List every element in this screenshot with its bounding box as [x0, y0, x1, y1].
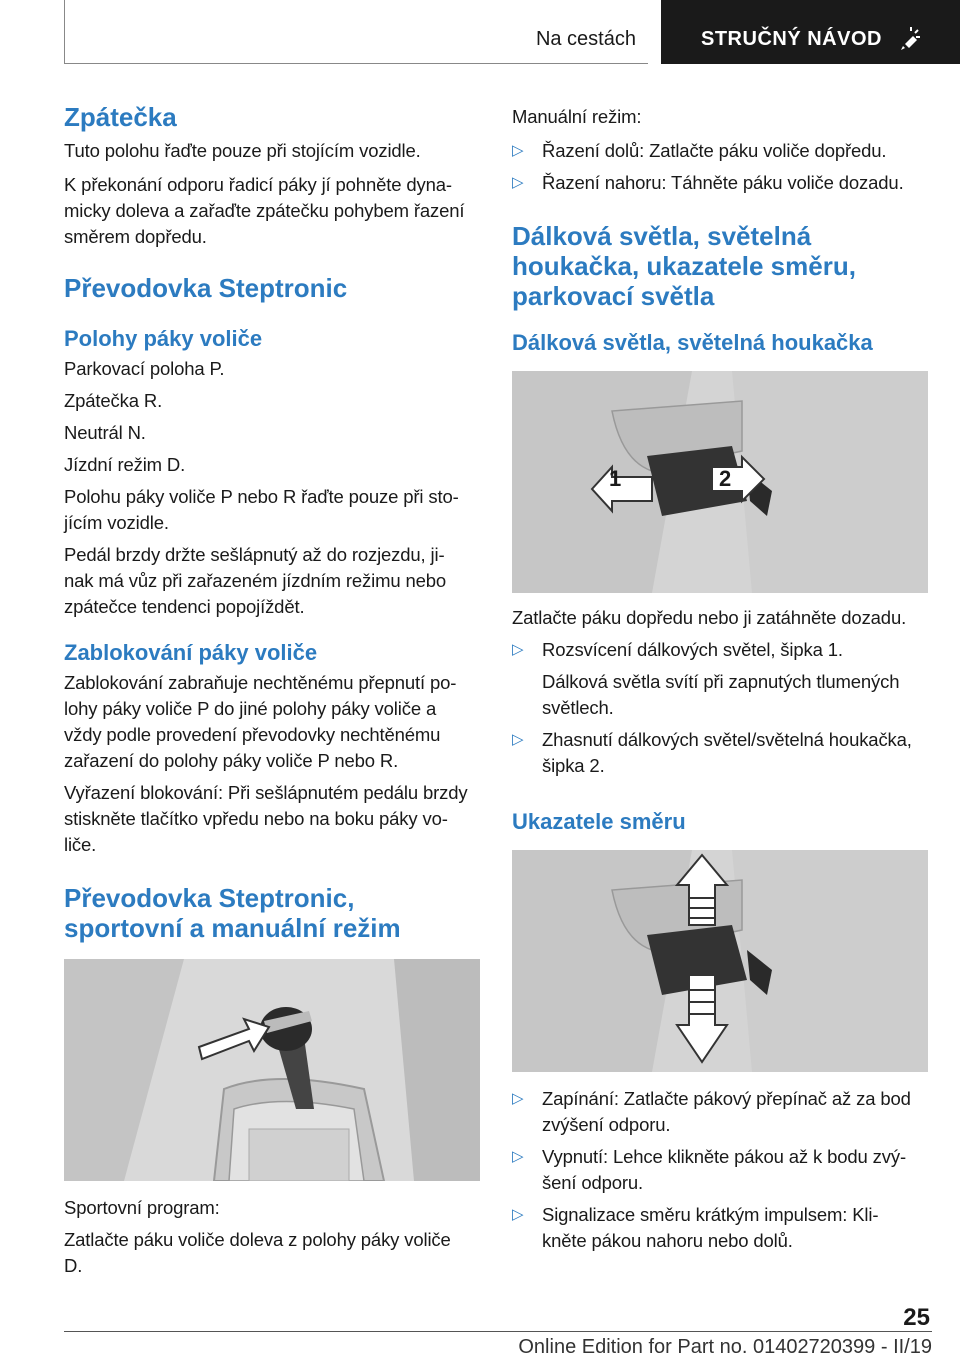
- paragraph-block: [64, 542, 484, 619]
- bullet-icon: ▷: [512, 1206, 524, 1223]
- list-item-text: Řazení dolů: Zatlačte páku voliče dopředu.: [542, 140, 887, 161]
- heading-block: [512, 221, 932, 311]
- list-item: [512, 727, 932, 752]
- turn-signal-list: [512, 1086, 932, 1111]
- heading-steptronic: Převodovka Steptronic: [64, 273, 348, 303]
- text-line: Dálková světla svítí při zapnutých tlumených: [542, 671, 900, 692]
- text-line: nak má vůz při zařazeném jízdním režimu nebo: [64, 570, 447, 591]
- header-chapter-box: [661, 0, 960, 64]
- bullet-icon: ▷: [512, 174, 524, 191]
- text-paragraph: Zatlačte páku dopředu nebo ji zatáhněte dozadu.: [512, 607, 907, 628]
- manual-mode-list: [512, 138, 932, 195]
- text-paragraph: Parkovací poloha P.: [64, 358, 225, 379]
- header-rule-left: [64, 0, 65, 64]
- footer-rule: [64, 1331, 932, 1332]
- high-beam-list: [512, 637, 932, 662]
- text-line: D.: [64, 1255, 83, 1276]
- text-line: K překonání odporu řadicí páky jí pohněte dyna‐: [64, 174, 452, 195]
- heading-polohy: Polohy páky voliče: [64, 326, 263, 351]
- heading-sport-b: sportovní a manuální režim: [64, 913, 401, 943]
- bullet-icon: ▷: [512, 142, 524, 159]
- text-line: Zablokování zabraňuje nechtěnému přepnutí po‐: [64, 672, 457, 693]
- text-line: Pedál brzdy držte sešlápnutý až do rozjezdu, ji‐: [64, 544, 445, 565]
- right-column: [512, 100, 932, 1253]
- list-subtext: [512, 669, 932, 720]
- text-line: šení odporu.: [542, 1172, 644, 1193]
- high-beam-illustration: [512, 371, 928, 593]
- text-paragraph: Manuální režim:: [512, 106, 642, 127]
- list-item: [512, 138, 932, 163]
- bullet-icon: ▷: [512, 731, 524, 748]
- footer-edition: Online Edition for Part no. 01402720399 - II/19: [518, 1336, 932, 1358]
- paragraph-block: [64, 1227, 484, 1278]
- text-line: Zatlačte páku voliče doleva z polohy páky voliče: [64, 1229, 451, 1250]
- text-line: zvýšení odporu.: [542, 1114, 671, 1135]
- text-paragraph: Tuto polohu řaďte pouze při stojícím vozidle.: [64, 140, 421, 161]
- text-line: Vyřazení blokování: Při sešlápnutém pedálu brzdy: [64, 782, 468, 803]
- text-line: šipka 2.: [542, 755, 605, 776]
- turn-signal-illustration: [512, 850, 928, 1072]
- heading-dalkova-b: houkačka, ukazatele směru,: [512, 251, 856, 281]
- bullet-icon: ▷: [512, 1148, 524, 1165]
- heading-dalkova-sub: Dálková světla, světelná houkačka: [512, 330, 873, 355]
- list-item-text: Zapínání: Zatlačte pákový přepínač až za bod: [542, 1088, 911, 1109]
- header-rule-bottom: [64, 63, 648, 64]
- text-line: micky doleva a zařaďte zpátečku pohybem řazení: [64, 200, 465, 221]
- list-item: [512, 637, 932, 662]
- list-item: [512, 1086, 932, 1111]
- text-line: vždy podle provedení převodovky nechtěnému: [64, 724, 441, 745]
- text-line: směrem dopředu.: [64, 226, 207, 247]
- bullet-icon: ▷: [512, 1090, 524, 1107]
- heading-zpatecka: Zpátečka: [64, 102, 177, 132]
- list-item: [512, 170, 932, 195]
- text-paragraph: Sportovní program:: [64, 1197, 220, 1218]
- text-line: Polohu páky voliče P nebo R řaďte pouze při sto‐: [64, 486, 459, 507]
- list-item: [512, 1202, 932, 1227]
- beam-icon: [897, 24, 927, 54]
- text-paragraph: Zpátečka R.: [64, 390, 163, 411]
- heading-zablokovani: Zablokování páky voliče: [64, 640, 318, 665]
- text-line: zařazení do polohy páky voliče P nebo R.: [64, 750, 399, 771]
- list-item-text: Řazení nahoru: Táhněte páku voliče dozadu.: [542, 172, 904, 193]
- turn-signal-list-2: [512, 1144, 932, 1169]
- list-item-text: Rozsvícení dálkových světel, šipka 1.: [542, 639, 843, 660]
- arrow-label-1: 1: [609, 466, 622, 491]
- bullet-icon: ▷: [512, 641, 524, 658]
- arrow-label-2: 2: [719, 466, 732, 491]
- text-line: zpátečce tendenci popojíždět.: [64, 596, 305, 617]
- page-number: 25: [903, 1304, 930, 1331]
- text-line: kněte pákou nahoru nebo dolů.: [542, 1230, 793, 1251]
- paragraph-block: [64, 670, 484, 773]
- paragraph-block: [64, 780, 484, 857]
- text-paragraph: Neutrál N.: [64, 422, 146, 443]
- header-section-title: Na cestách: [535, 28, 636, 50]
- heading-ukazatele: Ukazatele směru: [512, 809, 686, 834]
- heading-dalkova-c: parkovací světla: [512, 281, 715, 311]
- text-line: jícím vozidle.: [64, 512, 169, 533]
- left-column: [64, 100, 484, 1278]
- gear-selector-illustration: [64, 959, 480, 1181]
- list-item-text: Zhasnutí dálkových světel/světelná houkačka,: [542, 729, 912, 750]
- list-item-text: Signalizace směru krátkým impulsem: Kli‐: [542, 1204, 879, 1225]
- heading-dalkova-a: Dálková světla, světelná: [512, 221, 812, 251]
- gear-selector-drawing: [64, 959, 480, 1181]
- text-line: světlech.: [542, 697, 614, 718]
- paragraph-block: [64, 172, 484, 249]
- text-line: liče.: [64, 834, 97, 855]
- text-line: lohy páky voliče P do jiné polohy páky voliče a: [64, 698, 437, 719]
- text-paragraph: Jízdní režim D.: [64, 454, 186, 475]
- header-chapter-title: STRUČNÝ NÁVOD: [701, 28, 882, 50]
- paragraph-block: [64, 484, 484, 535]
- heading-sport-a: Převodovka Steptronic,: [64, 883, 355, 913]
- turn-signal-drawing: [512, 850, 928, 1072]
- text-line: stiskněte tlačítko vpředu nebo na boku páky vo‐: [64, 808, 448, 829]
- list-item-text: Vypnutí: Lehce klikněte pákou až k bodu zvý‐: [542, 1146, 906, 1167]
- list-item: [512, 1144, 932, 1169]
- high-beam-list-2: [512, 727, 932, 752]
- turn-signal-list-3: [512, 1202, 932, 1227]
